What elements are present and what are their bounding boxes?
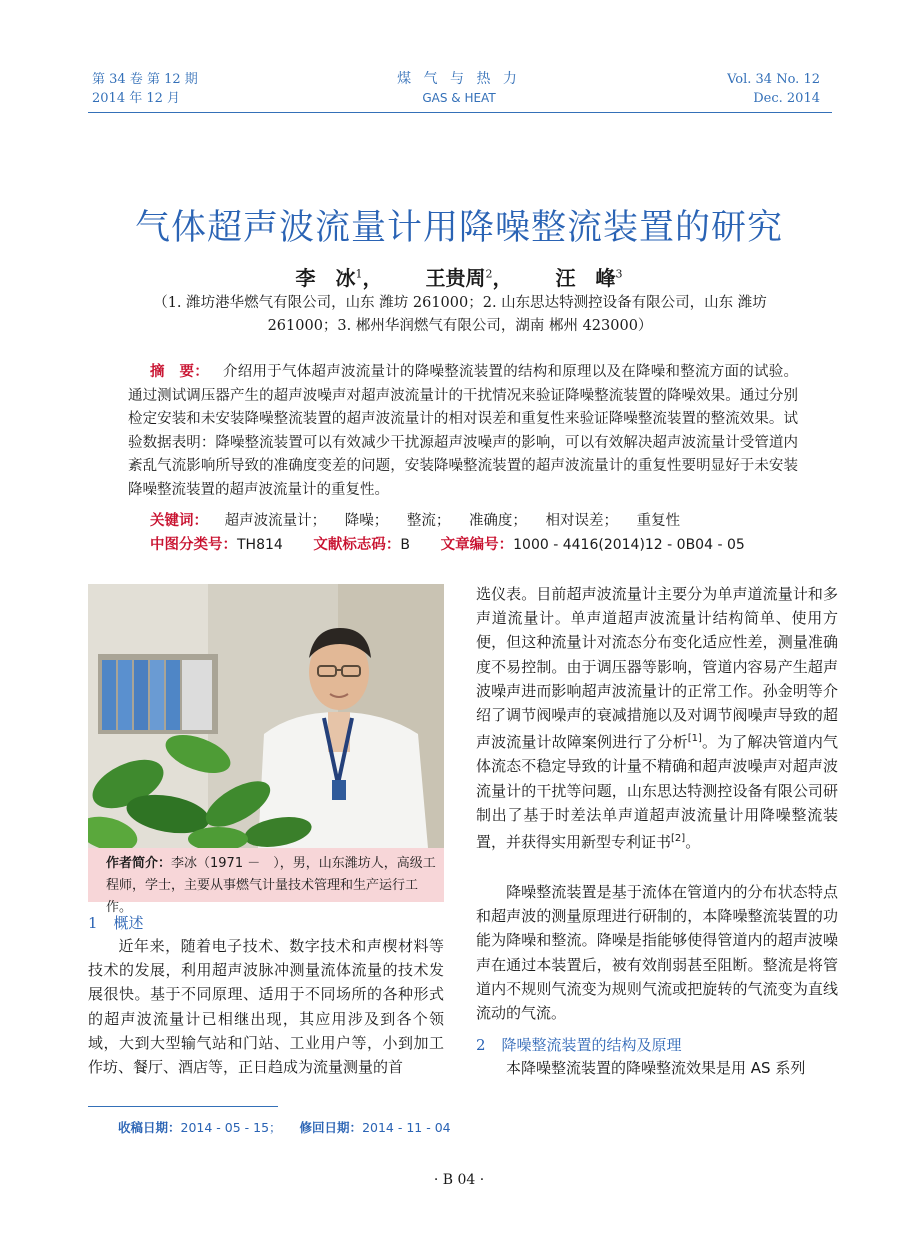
- author-3: 汪 峰$^3$: [555, 266, 623, 290]
- right-text-1a: 选仪表。目前超声波流量计主要分为单声道流量计和多声道流量计。单声道超声波流量计结构简单、使用方便，但这种流量计对流态分布变化适应性差，测量准确度不易控制。由于调压器等影响，管道内容易产生超声波噪声进而影响超声波流量计的正常工作。孙金明等介绍了调节阀噪声的衰减措施以及对调节阀噪声导致的超声波流量计故障案例进行了分析: [476, 585, 838, 752]
- keywords: [150, 510, 694, 532]
- citation-1: [1]: [687, 733, 702, 745]
- classification-line: [150, 534, 771, 556]
- header-volume-issue-en: Vol. 34 No. 12: [727, 72, 820, 87]
- article-no-label: 文章编号：: [440, 536, 514, 553]
- header-date-zh: 2014 年 12 月: [92, 91, 181, 106]
- article-no-value: 1000 - 4416(2014)12 - 0B04 - 05: [513, 537, 745, 553]
- header-volume-en: [727, 70, 820, 108]
- right-paragraph-1: [476, 582, 838, 854]
- doc-code-label: 文献标志码：: [313, 536, 401, 553]
- keywords-label: 关键词：: [150, 512, 208, 529]
- doc-code-value: B: [400, 537, 411, 553]
- author-2: 王贵周$^2$，: [425, 266, 513, 290]
- section-1-number: 1: [88, 914, 98, 932]
- clc-value: TH814: [237, 537, 283, 553]
- header-date-en: Dec. 2014: [753, 91, 820, 106]
- author-1: 李 冰$^1$，: [295, 266, 383, 290]
- header-volume-issue: 第 34 卷 第 12 期: [92, 72, 198, 87]
- journal-name-en: GAS & HEAT: [422, 91, 496, 105]
- keyword: 整流；: [406, 513, 451, 529]
- right-paragraph-3: [476, 1056, 838, 1080]
- right-paragraph-2: [476, 880, 838, 1025]
- section-1-text: 近年来，随着电子技术、数字技术和声楔材料等技术的发展，利用超声波脉冲测量流体流量的技术发展很快。基于不同原理、适用于不同场所的各种形式的超声波流量计已相继出现，其应用涉及到各个领域，大到大型输气站和门站、工业用户等，小到加工作坊、餐厅、酒店等，正日趋成为流量测量的首: [88, 937, 444, 1077]
- section-2-number: 2: [476, 1036, 486, 1054]
- keyword: 降噪；: [344, 513, 389, 529]
- section-1-paragraph: [88, 934, 444, 1079]
- right-text-1b: 。为了解决管道内气体流态不稳定导致的计量不精确和超声波噪声对超声波流量计的干扰等问题，山东思达特测控设备有限公司研制出了基于时差法单声道超声波流量计用降噪整流装置，并获得实用新型专利证书: [476, 733, 838, 852]
- author-photo: [88, 584, 444, 848]
- revised-date: 2014 - 11 - 04: [362, 1120, 451, 1135]
- abstract-label: 摘 要：: [150, 363, 209, 380]
- section-1-title: 概述: [113, 914, 144, 932]
- revised-label: 修回日期：: [299, 1120, 363, 1135]
- paper-title: 气体超声波流量计用降噪整流装置的研究: [134, 208, 783, 248]
- keyword: 重复性: [636, 513, 681, 529]
- section-2-heading: [476, 1034, 682, 1055]
- author-photo-image: [88, 584, 444, 848]
- keyword: 相对误差；: [545, 513, 619, 529]
- journal-name-zh: 煤 气 与 热 力: [397, 71, 521, 87]
- clc-label: 中图分类号：: [150, 536, 237, 553]
- abstract: [128, 360, 798, 503]
- abstract-text: 介绍用于气体超声波流量计的降噪整流装置的结构和原理以及在降噪和整流方面的试验。通过测试调压器产生的超声波噪声对超声波流量计的干扰情况来验证降噪整流装置的降噪效果。通过分别检定安装和未安装降噪整流装置的超声波流量计的相对误差和重复性来验证降噪整流装置的整流效果。试验数据表明：降噪整流装置可以有效减少干扰源超声波噪声的影响，可以有效解决超声波流量计受管道内紊乱气流影响所导致的准确度变差的问题，安装降噪整流装置的超声波流量计的重复性要明显好于未安装降噪整流装置的超声波流量计的重复性。: [128, 364, 798, 498]
- bio-text: 李冰（1971 － ），男，山东潍坊人，高级工程师，学士，主要从事燃气计量技术管理和生产运行工作。: [106, 856, 436, 915]
- section-1-heading: [88, 912, 144, 933]
- received-date: 2014 - 05 - 15；: [180, 1120, 282, 1135]
- right-text-3: 本降噪整流装置的降噪整流效果是用 AS 系列: [506, 1059, 806, 1077]
- received-label: 收稿日期：: [118, 1120, 181, 1135]
- page-number: · B 04 ·: [433, 1172, 485, 1188]
- keyword: 准确度；: [468, 513, 527, 529]
- header-rule: [88, 112, 832, 113]
- keyword: 超声波流量计；: [224, 513, 327, 529]
- right-text-2: 降噪整流装置是基于流体在管道内的分布状态特点和超声波的测量原理进行研制的，本降噪整流装置的功能为降噪和整流。降噪是指能够使得管道内的超声波噪声在通过本装置后，被有效削弱甚至阻断。整流是将管道内不规则气流变为规则气流或把旋转的气流变为直线流动的气流。: [476, 883, 838, 1023]
- footnote-dates: [118, 1118, 451, 1136]
- affiliations: （1. 潍坊港华燃气有限公司，山东 潍坊 261000；2. 山东思达特测控设备有限公司，山东 潍坊 261000；3. 郴州华润燃气有限公司，湖南 郴州 423000）: [153, 295, 767, 334]
- right-text-1c: 。: [685, 833, 701, 852]
- author-list: [0, 262, 918, 291]
- citation-2: [2]: [671, 833, 686, 845]
- section-2-title: 降噪整流装置的结构及原理: [501, 1036, 682, 1054]
- author-bio: [88, 848, 444, 915]
- bio-label: 作者简介：: [106, 856, 172, 871]
- footnote-rule: [88, 1106, 278, 1107]
